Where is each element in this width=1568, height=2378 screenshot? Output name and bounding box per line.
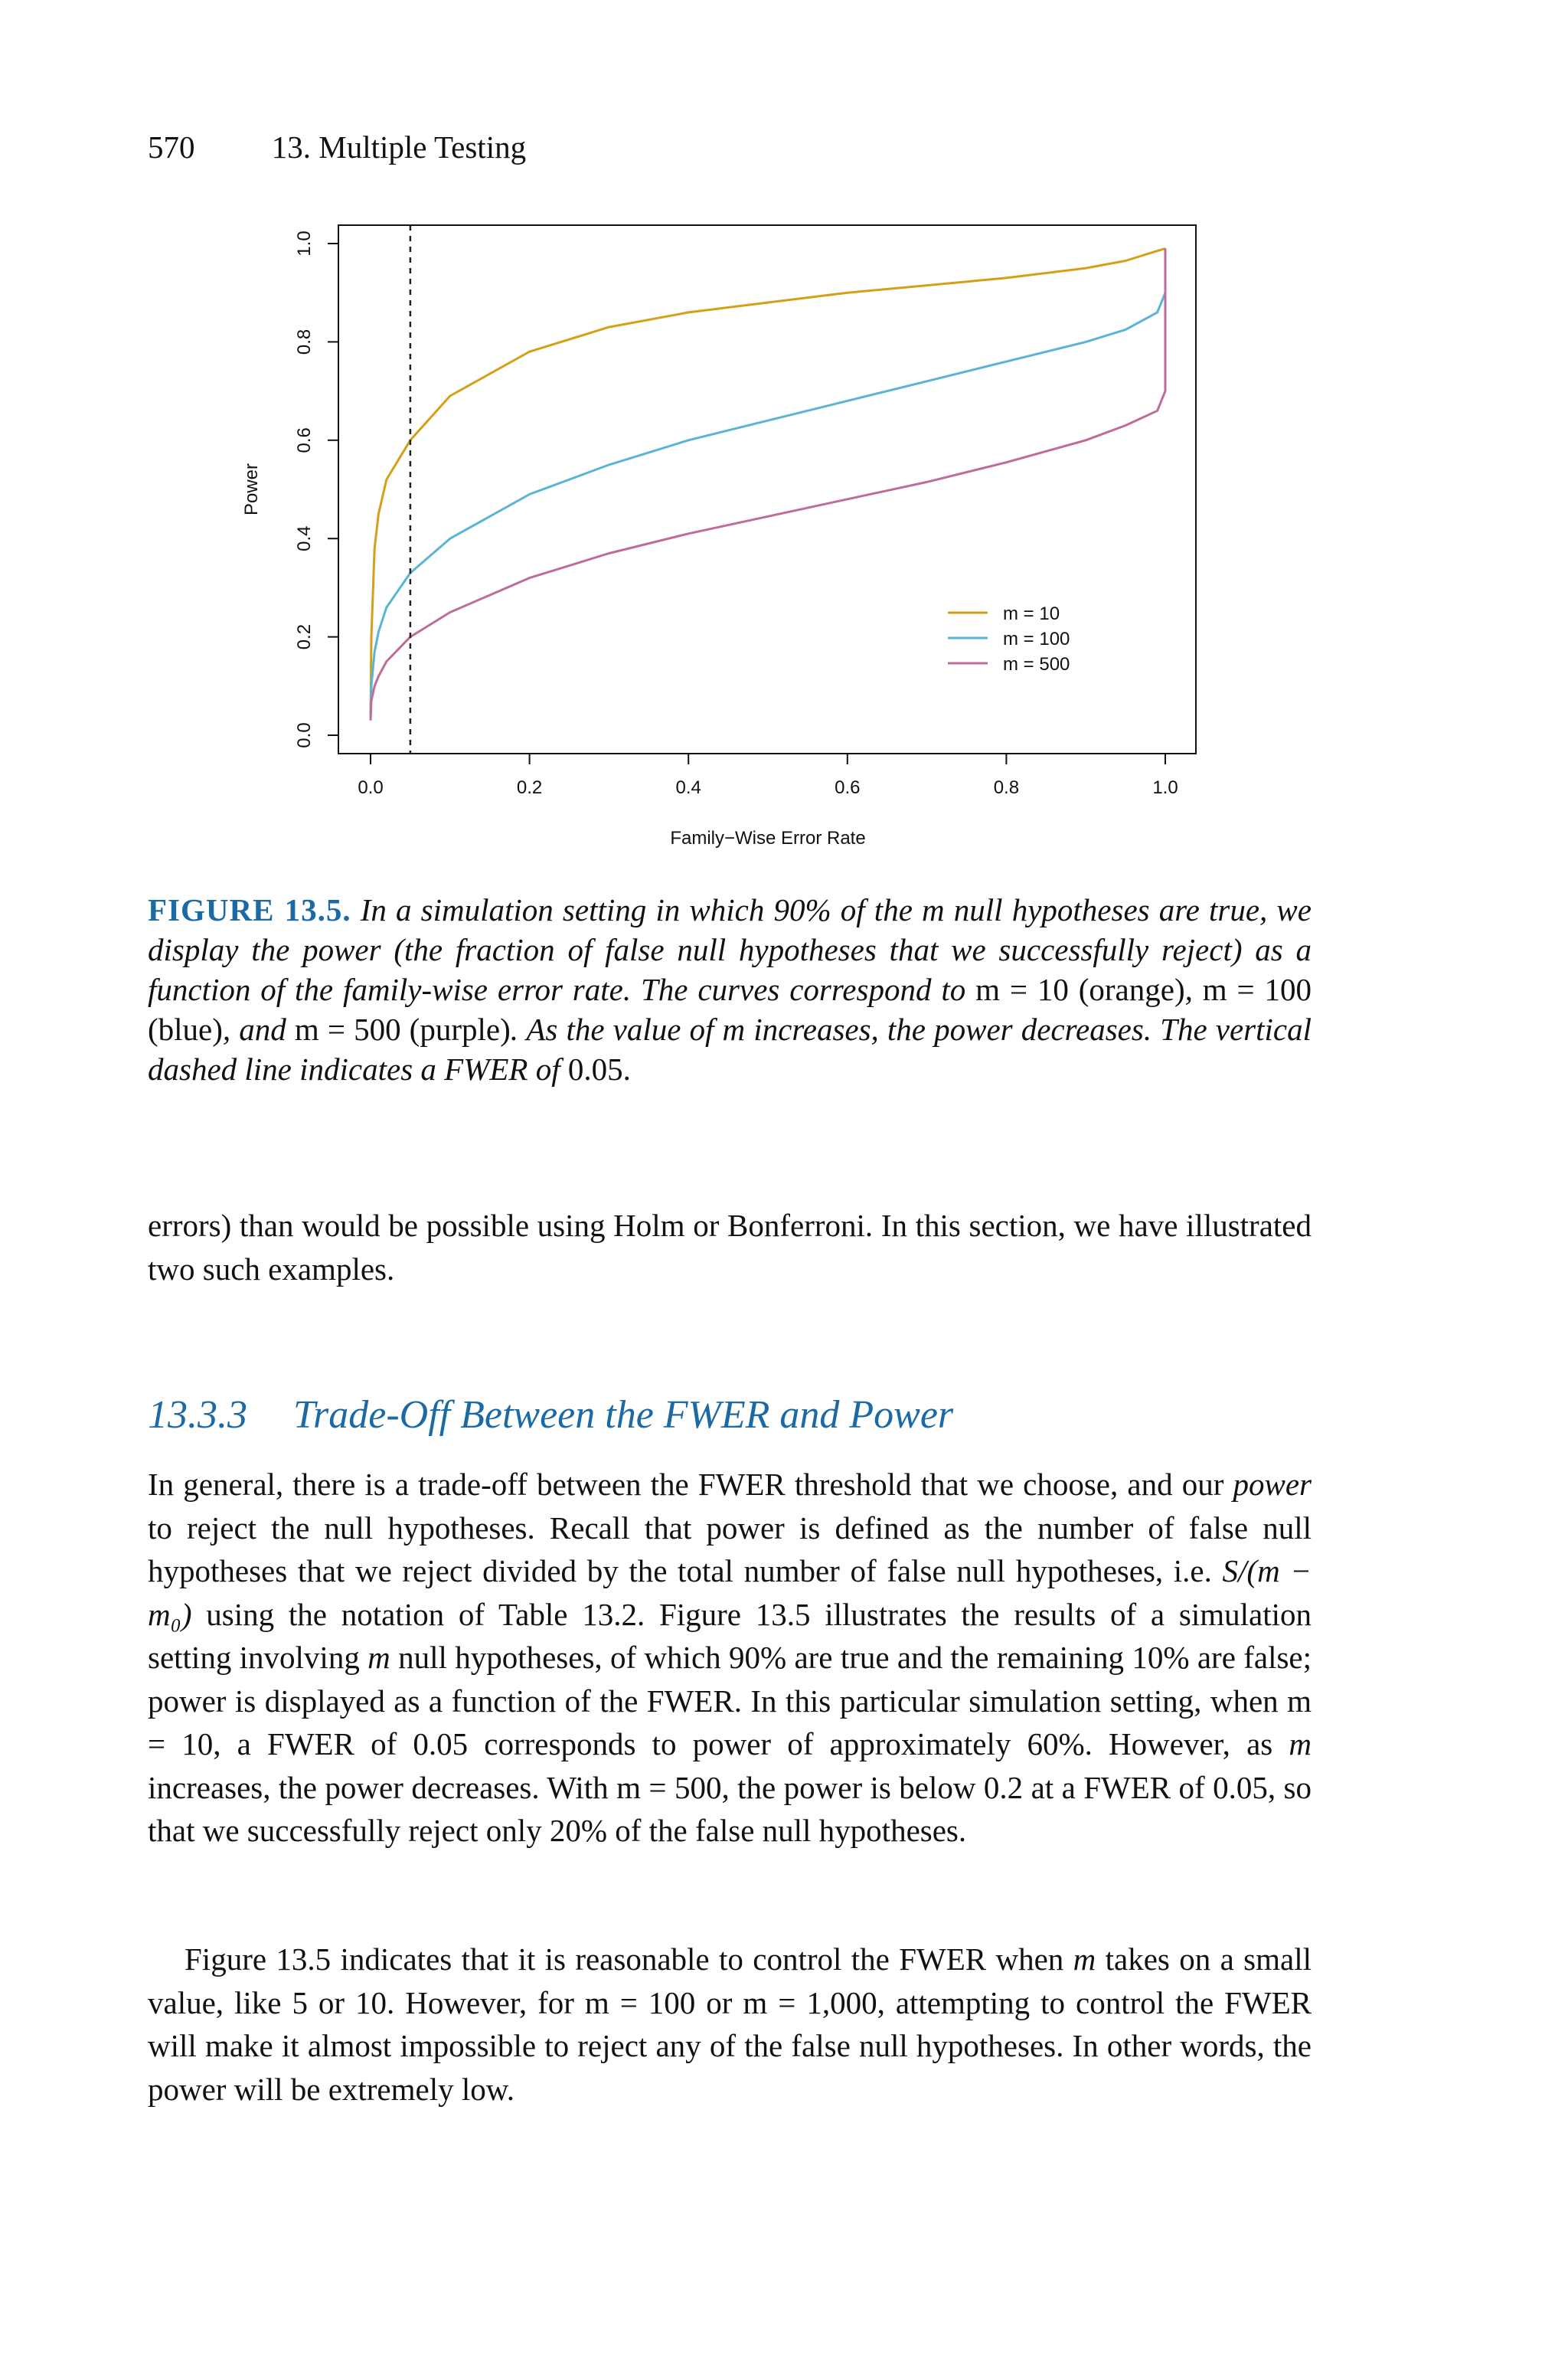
- paragraph-control-fwer: [148, 1938, 1312, 2111]
- caption-color-orange: (orange): [1068, 972, 1185, 1007]
- para3-text-b: takes on a small value, like 5 or 10. However, for: [148, 1941, 1312, 2020]
- legend-label-1: m = 10: [1003, 603, 1060, 624]
- y-tick-label: 0.6: [294, 427, 315, 453]
- section-number: 13.3.3: [148, 1393, 247, 1437]
- caption-text-6: increases, the power decreases. The vertical dashed line indicates a FWER: [148, 1012, 1312, 1087]
- y-tick-label: 0.2: [294, 623, 315, 650]
- x-tick-label: 0.2: [516, 777, 543, 798]
- legend-label-3: m = 500: [1003, 654, 1070, 675]
- x-tick-label: 0.0: [358, 777, 384, 798]
- caption-m-1: m: [922, 892, 945, 927]
- para2-text-e: , a FWER of 0.05 corresponds to power of approximately 60%. However, as: [213, 1726, 1289, 1761]
- caption-eq-3: m = 500: [294, 1012, 401, 1047]
- caption-eq-2: m = 100: [1202, 972, 1312, 1007]
- power-fwer-chart: [0, 199, 1568, 873]
- para2-text-b: to reject the null hypotheses. Recall that power is defined as the number of false null hypotheses that we reject divided by the total number of false null hypotheses, i.e.: [148, 1510, 1312, 1588]
- caption-eq-1: m = 10: [975, 972, 1069, 1007]
- caption-text-4: , and: [222, 1012, 295, 1047]
- paragraph-tradeoff: [148, 1463, 1312, 1853]
- para3-m-1: m: [1073, 1941, 1096, 1977]
- para2-m-1: m: [368, 1640, 390, 1675]
- caption-m-2: m: [722, 1012, 746, 1047]
- y-tick-label: 0.8: [294, 329, 315, 355]
- y-tick-label: 0.0: [294, 722, 315, 748]
- caption-text-1: In a simulation setting in which 90% of the: [351, 892, 923, 927]
- section-title: Trade-Off Between the FWER and Power: [293, 1393, 954, 1437]
- caption-color-purple: (purple): [400, 1012, 511, 1047]
- x-tick-label: 1.0: [1152, 777, 1178, 798]
- legend-label-2: m = 100: [1003, 629, 1070, 649]
- para2-text-a: In general, there is a trade-off between the FWER threshold that we choose, and our: [148, 1467, 1233, 1502]
- y-axis-label: Power: [241, 463, 262, 516]
- caption-text-5: . As the value of: [510, 1012, 723, 1047]
- caption-text-7: of: [535, 1052, 560, 1087]
- chapter-title: 13. Multiple Testing: [271, 129, 527, 165]
- figure-label: FIGURE 13.5.: [148, 892, 351, 927]
- caption-color-blue: (blue): [148, 1012, 223, 1047]
- para2-text-c: using the notation of Table 13.2. Figure 13.5 illustrates the results of a simulation setting involving: [148, 1596, 1312, 1675]
- y-tick-label: 1.0: [294, 231, 315, 257]
- y-tick-label: 0.4: [294, 525, 315, 551]
- x-tick-label: 0.8: [993, 777, 1020, 798]
- caption-text-3: ,: [1184, 972, 1203, 1007]
- caption-text-2: null hypotheses are true, we display the power (the fraction of false null hypotheses that we successfully reject) as a function of the family-wise error rate. The curves correspond to: [148, 892, 1312, 1007]
- caption-value: 0.05.: [560, 1052, 631, 1087]
- para2-text-g: , the power is below 0.2 at a FWER of 0.05, so that we successfully reject only 20% of the false null hypotheses.: [148, 1769, 1312, 1848]
- figure-caption: [148, 890, 1312, 1089]
- para2-eq-2: m = 500: [616, 1769, 722, 1805]
- x-tick-label: 0.6: [835, 777, 861, 798]
- paragraph-continuation: errors) than would be possible using Holm or Bonferroni. In this section, we have illustrated two such examples.: [148, 1208, 1312, 1287]
- para2-text-d: null hypotheses, of which 90% are true and the remaining 10% are false; power is displayed as a function of the FWER. In this particular simulation setting, when: [148, 1640, 1312, 1719]
- x-axis-label: Family−Wise Error Rate: [670, 828, 866, 849]
- para3-text-a: Figure 13.5 indicates that it is reasonable to control the FWER when: [185, 1941, 1073, 1977]
- para3-text-c: or: [695, 1984, 743, 2020]
- page-header: [148, 129, 526, 165]
- para2-eq-1: m = 10: [148, 1683, 1312, 1761]
- para2-m-2: m: [1289, 1726, 1312, 1761]
- para3-eq-1: m = 100: [584, 1984, 696, 2020]
- page-number: 570: [148, 129, 195, 165]
- para3-eq-2: m = 1,000: [743, 1984, 877, 2020]
- series-line-3: [371, 248, 1165, 720]
- section-heading: [148, 1392, 953, 1438]
- para2-power-term: power: [1233, 1467, 1312, 1502]
- para3-text-d: , attempting to control the FWER will make it almost impossible to reject any of the false null hypotheses. In other words, the power will be extremely low.: [148, 1984, 1312, 2107]
- para2-formula: S/(m − m₀): [148, 1553, 1312, 1632]
- x-tick-label: 0.4: [675, 777, 701, 798]
- para2-text-f: increases, the power decreases. With: [148, 1769, 617, 1805]
